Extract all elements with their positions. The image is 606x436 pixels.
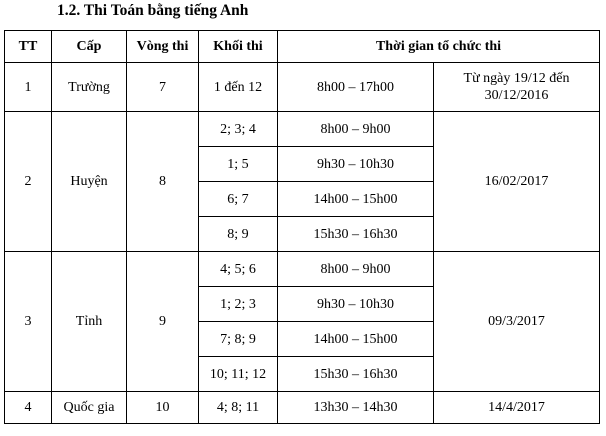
table-row (5, 63, 600, 112)
cell-date: 16/02/2017 (434, 112, 600, 252)
cell-khoi-thi: 1 đến 12 (199, 63, 278, 112)
cell-khoi-thi: 1; 2; 3 (199, 287, 278, 322)
cell-tt: 3 (5, 252, 52, 392)
cell-date: 09/3/2017 (434, 252, 600, 392)
cell-date: 14/4/2017 (434, 392, 600, 424)
cell-cap: Quốc gia (52, 392, 127, 424)
section-heading: 1.2. Thi Toán bằng tiếng Anh (57, 2, 249, 19)
cell-cap: Huyện (52, 112, 127, 252)
cell-vong-thi: 7 (127, 63, 199, 112)
table-row (5, 112, 600, 147)
header-cap: Cấp (52, 31, 127, 63)
header-khoi-thi: Khối thi (199, 31, 278, 63)
cell-khoi-thi: 6; 7 (199, 182, 278, 217)
cell-time: 13h30 – 14h30 (278, 392, 434, 424)
cell-vong-thi: 10 (127, 392, 199, 424)
table-row (5, 392, 600, 424)
header-tt: TT (5, 31, 52, 63)
cell-khoi-thi: 8; 9 (199, 217, 278, 252)
exam-schedule-table (4, 30, 600, 424)
cell-khoi-thi: 10; 11; 12 (199, 357, 278, 392)
cell-time: 8h00 – 17h00 (278, 63, 434, 112)
table-header (5, 31, 600, 63)
cell-cap: Tỉnh (52, 252, 127, 392)
cell-khoi-thi: 7; 8; 9 (199, 322, 278, 357)
cell-time: 14h00 – 15h00 (278, 322, 434, 357)
table-row (5, 252, 600, 287)
cell-date: Từ ngày 19/12 đến 30/12/2016 (434, 63, 600, 112)
cell-cap: Trường (52, 63, 127, 112)
cell-time: 9h30 – 10h30 (278, 147, 434, 182)
cell-time: 9h30 – 10h30 (278, 287, 434, 322)
cell-time: 14h00 – 15h00 (278, 182, 434, 217)
cell-time: 15h30 – 16h30 (278, 217, 434, 252)
cell-time: 8h00 – 9h00 (278, 112, 434, 147)
cell-khoi-thi: 4; 5; 6 (199, 252, 278, 287)
cell-time: 15h30 – 16h30 (278, 357, 434, 392)
cell-vong-thi: 8 (127, 112, 199, 252)
cell-tt: 2 (5, 112, 52, 252)
header-vong-thi: Vòng thi (127, 31, 199, 63)
header-row (5, 31, 600, 63)
cell-khoi-thi: 4; 8; 11 (199, 392, 278, 424)
cell-tt: 1 (5, 63, 52, 112)
header-thoi-gian: Thời gian tổ chức thi (278, 31, 600, 63)
table-body (5, 63, 600, 424)
cell-tt: 4 (5, 392, 52, 424)
cell-time: 8h00 – 9h00 (278, 252, 434, 287)
cell-khoi-thi: 2; 3; 4 (199, 112, 278, 147)
cell-vong-thi: 9 (127, 252, 199, 392)
cell-khoi-thi: 1; 5 (199, 147, 278, 182)
